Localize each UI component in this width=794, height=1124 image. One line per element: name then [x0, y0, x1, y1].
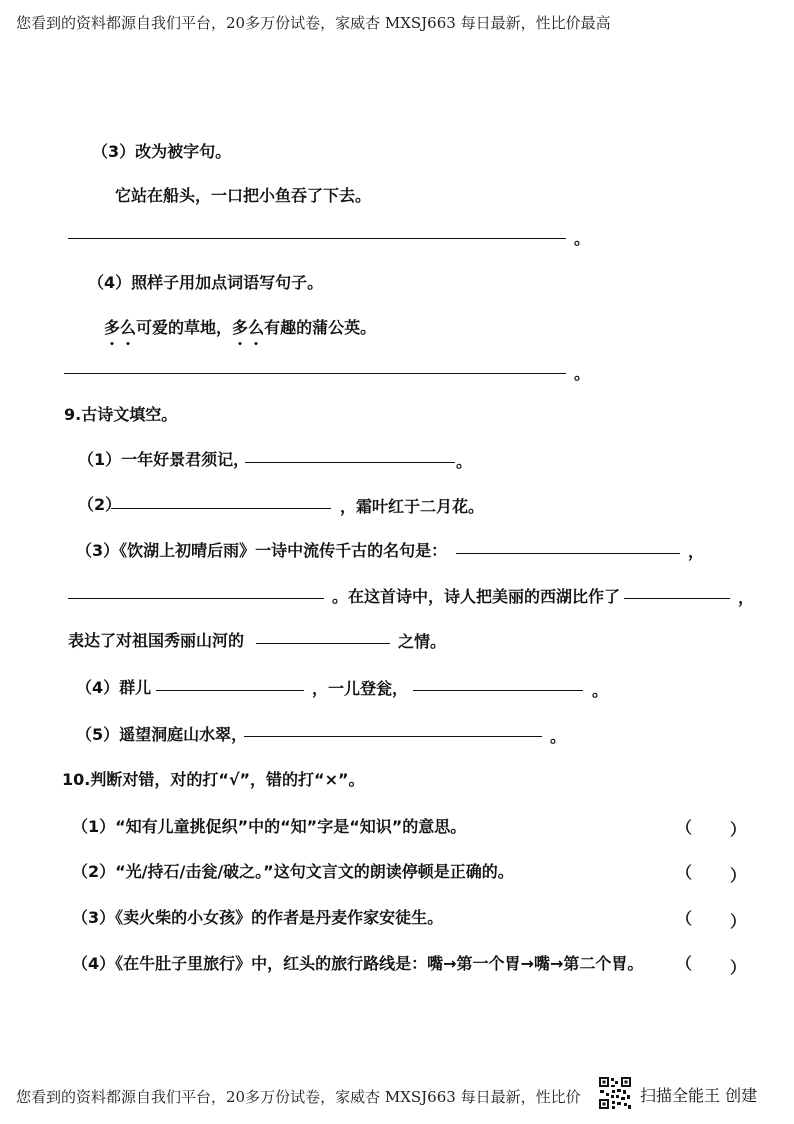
q8-sub3-period: 。	[574, 229, 591, 248]
q10-item3-close-paren[interactable]: ）	[730, 912, 747, 931]
q10-item2-open-paren[interactable]: （	[676, 863, 693, 882]
q9-item3-blank4[interactable]	[256, 643, 390, 644]
q8-sub4-period: 。	[574, 364, 591, 383]
q9-item5-prefix: （5）遥望洞庭山水翠，	[76, 725, 248, 744]
q8-sub4-label: （4）照样子用加点词语写句子。	[88, 273, 324, 292]
q9-item4-blank1[interactable]	[156, 690, 304, 691]
q9-item3-line3-prefix: 表达了对祖国秀丽山河的	[68, 631, 245, 650]
q9-item3-blank3[interactable]	[624, 598, 730, 599]
q10-item4: （4）《在牛肚子里旅行》中，红头的旅行路线是：嘴→第一个胃→嘴→第二个胃。	[72, 954, 644, 973]
q10-item1: （1）“知有儿童挑促织”中的“知”字是“知识”的意思。	[72, 817, 467, 836]
q9-item1-prefix: （1）一年好景君须记，	[78, 450, 250, 469]
emphasis-char: 么	[120, 315, 136, 338]
emphasis-char: 多	[104, 315, 120, 338]
top-banner: 您看到的资料都源自我们平台，20多万份试卷，家威杏 MXSJ663 每日最新，性比价最高	[16, 14, 611, 32]
q9-item1-blank[interactable]	[245, 462, 455, 463]
q10-item4-close-paren[interactable]: ）	[730, 958, 747, 977]
q9-item3-line2-mid: 。在这首诗中，诗人把美丽的西湖比作了	[332, 587, 621, 606]
q8-sub4-sentence	[104, 315, 376, 338]
q10-item3: （3）《卖火柴的小女孩》的作者是丹麦作家安徒生。	[72, 908, 444, 927]
q9-item4-mid: ，一儿登瓮，	[312, 679, 409, 698]
sentence-text: 可爱的草地，	[136, 318, 233, 337]
sentence-text: 有趣的蒲公英。	[264, 318, 377, 337]
bottom-banner: 您看到的资料都源自我们平台，20多万份试卷，家威杏 MXSJ663 每日最新，性比价	[16, 1088, 581, 1106]
emphasis-char: 么	[248, 315, 264, 338]
q8-sub4-answer-line[interactable]	[64, 373, 566, 374]
q10-item3-open-paren[interactable]: （	[676, 909, 693, 928]
q9-item2-prefix: （2）	[78, 495, 122, 514]
q10-title: 10.判断对错，对的打“√”，错的打“×”。	[62, 770, 365, 789]
q10-item1-close-paren[interactable]: ）	[730, 820, 747, 839]
q8-sub3-sentence: 它站在船头，一口把小鱼吞了下去。	[115, 186, 372, 205]
q10-item2-close-paren[interactable]: ）	[730, 866, 747, 885]
q10-item1-open-paren[interactable]: （	[676, 818, 693, 837]
q10-item4-open-paren[interactable]: （	[676, 954, 693, 973]
q9-item4-blank2[interactable]	[413, 690, 583, 691]
emphasis-char: 多	[232, 315, 248, 338]
q9-item2-suffix: ，霜叶红于二月花。	[340, 497, 485, 516]
q9-item3-line2-end: ，	[738, 588, 755, 607]
q9-item3-blank2[interactable]	[68, 598, 324, 599]
qr-code-icon	[598, 1076, 632, 1110]
q9-item3-line3-suffix: 之情。	[398, 632, 447, 651]
q9-item2-blank[interactable]	[111, 508, 331, 509]
q9-item1-suffix: 。	[456, 452, 473, 471]
q9-item3-comma: ，	[688, 542, 705, 561]
q8-sub3-answer-line[interactable]	[68, 238, 566, 239]
scanner-watermark: 扫描全能王 创建	[640, 1086, 758, 1105]
q9-item5-suffix: 。	[550, 727, 567, 746]
q9-item4-prefix: （4）群儿	[76, 678, 152, 697]
q9-item4-suffix: 。	[592, 681, 609, 700]
q8-sub3-label: （3）改为被字句。	[92, 142, 232, 161]
q10-item2: （2）“光/持石/击瓮/破之。”这句文言文的朗读停顿是正确的。	[72, 862, 514, 881]
q9-item3-prefix: （3）《饮湖上初晴后雨》一诗中流传千古的名句是：	[76, 541, 448, 560]
q9-item5-blank[interactable]	[244, 736, 542, 737]
q9-title: 9.古诗文填空。	[64, 405, 178, 424]
q9-item3-blank1[interactable]	[456, 553, 680, 554]
